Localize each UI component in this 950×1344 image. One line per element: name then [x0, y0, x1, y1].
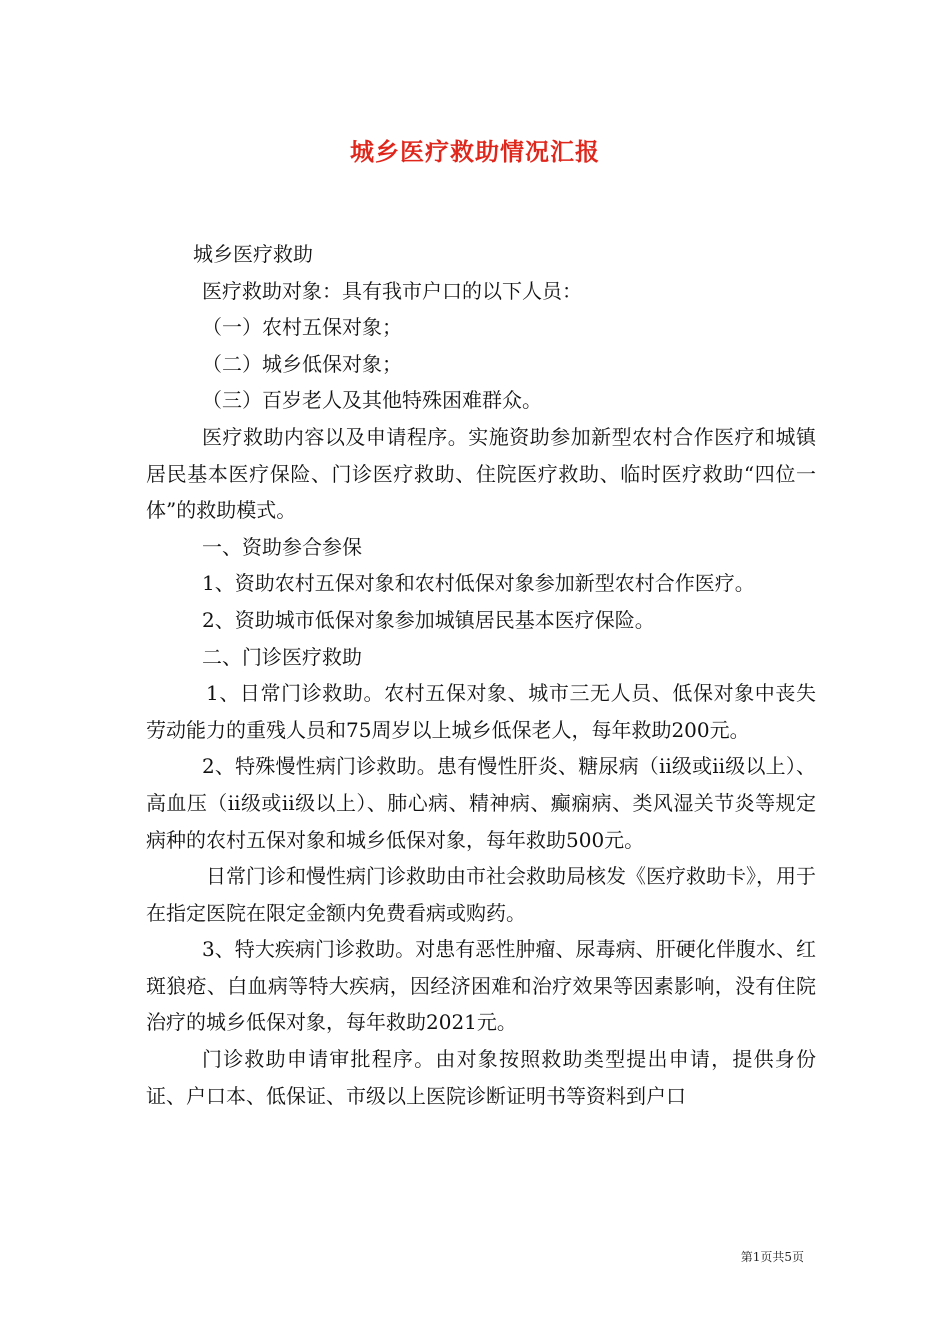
paragraph: （二）城乡低保对象； — [202, 351, 402, 376]
paragraph: 二、门诊医疗救助 — [202, 644, 362, 669]
paragraph: 城乡医疗救助 — [193, 242, 313, 266]
paragraph: 2、资助城市低保对象参加城镇居民基本医疗保险。 — [202, 607, 655, 632]
page-number: 第1页共5页 — [740, 1250, 804, 1264]
document-title: 城乡医疗救助情况汇报 — [350, 137, 600, 166]
paragraph: 日常门诊和慢性病门诊救助由市社会救助局核发《医疗救助卡》，用于在指定医院在限定金额内免费看病或购药。 — [146, 864, 816, 925]
paragraph: （一）农村五保对象； — [202, 315, 402, 340]
paragraph: 3、特大疾病门诊救助。对患有恶性肿瘤、尿毒病、肝硬化伴腹水、红斑狼疮、白血病等特大疾病，因经济困难和治疗效果等因素影响，没有住院治疗的城乡低保对象，每年救助2021元。 — [146, 937, 816, 1035]
paragraph: 医疗救助内容以及申请程序。实施资助参加新型农村合作医疗和城镇居民基本医疗保险、门诊医疗救助、住院医疗救助、临时医疗救助“四位一体”的救助模式。 — [146, 424, 816, 523]
document-body — [146, 236, 816, 1114]
paragraph: 一、资助参合参保 — [202, 534, 362, 559]
paragraph: 2、特殊慢性病门诊救助。患有慢性肝炎、糖尿病（ii级或ii级以上）、高血压（ii级或ii级以上）、肺心病、精神病、癫痫病、类风湿关节炎等规定病种的农村五保对象和城乡低保对象，每年救助500元。 — [146, 754, 816, 852]
paragraph: 医疗救助对象：具有我市户口的以下人员： — [202, 278, 582, 303]
paragraph: 1、资助农村五保对象和农村低保对象参加新型农村合作医疗。 — [202, 571, 755, 596]
paragraph: （三）百岁老人及其他特殊困难群众。 — [202, 388, 542, 413]
paragraph: 门诊救助申请审批程序。由对象按照救助类型提出申请，提供身份证、户口本、低保证、市级以上医院诊断证明书等资料到户口 — [146, 1047, 816, 1108]
paragraph: 1、日常门诊救助。农村五保对象、城市三无人员、低保对象中丧失劳动能力的重残人员和75周岁以上城乡低保老人，每年救助200元。 — [146, 681, 816, 742]
